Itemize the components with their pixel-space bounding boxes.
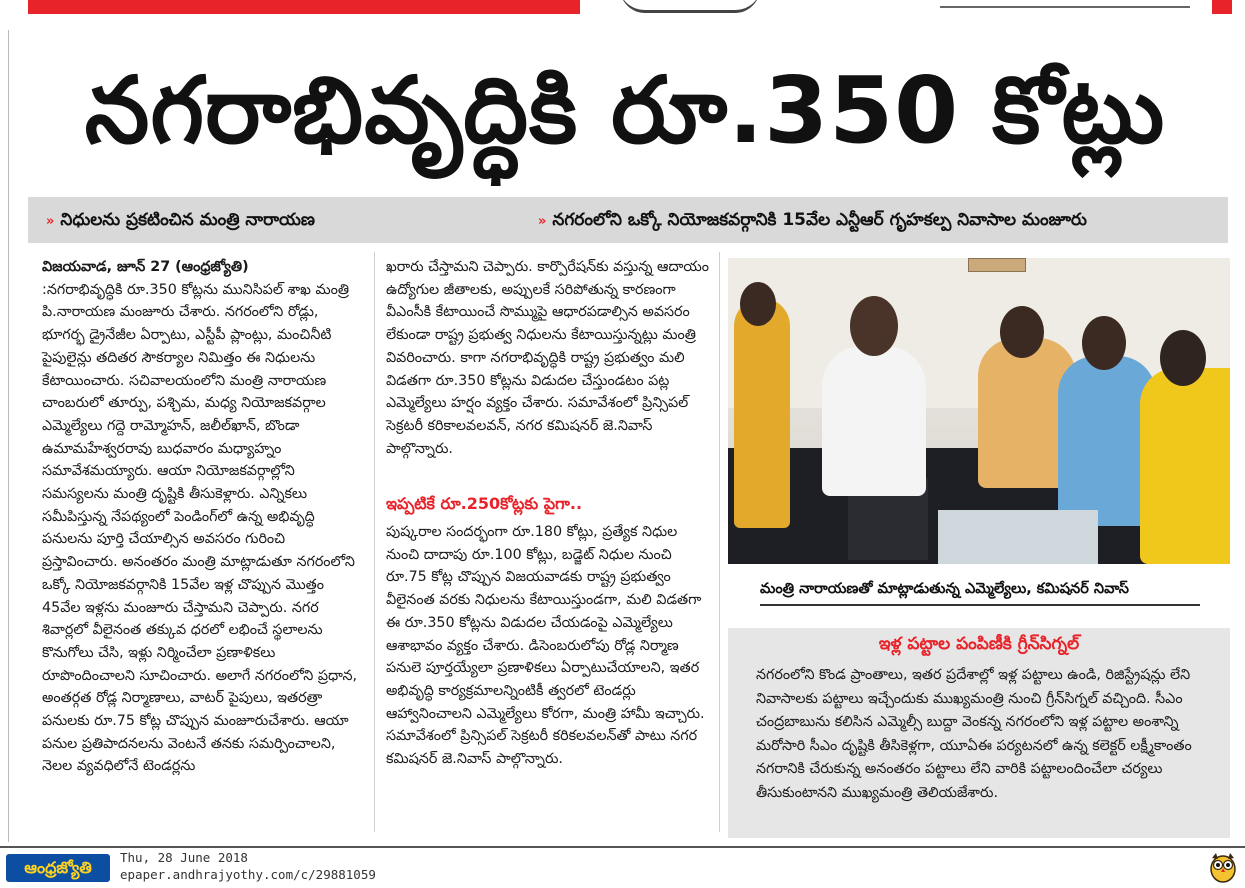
newspaper-logo[interactable]: ఆంధ్రజ్యోతి — [6, 854, 110, 882]
double-chevron-right-icon: » — [538, 214, 547, 229]
photo-person-head — [740, 282, 776, 326]
photo-person-head — [1000, 306, 1044, 358]
edition-date: Thu, 28 June 2018 — [120, 850, 248, 865]
masthead-strip — [0, 0, 1245, 18]
section-heading: ఇప్పటికే రూ.250కోట్లకు పైగా.. — [386, 494, 583, 513]
article-column-1 — [42, 256, 362, 778]
epaper-url[interactable]: epaper.andhrajyothy.com/c/29881059 — [120, 867, 376, 882]
subheading-right-text: నగరంలోని ఒక్కో నియోజకవర్గానికి 15వేల ఎన్టీఆర్ గృహకల్ప నివాసాల మంజూరు — [552, 210, 1087, 230]
column-2b-text: పుష్కరాల సందర్భంగా రూ.180 కోట్లు, ప్రత్యేక నిధుల నుంచి దాదాపు రూ.100 కోట్లు, బడ్జెట్ నిధుల నుంచి రూ.75 కోట్ల చొప్పున విజయవాడకు రాష్ట్ర ప్రభుత్వం వీలైనంత వరకు నిధులను కేటాయిస్తుండగా, మలి విడతగా ఈ రూ.350 కోట్లను విడుదల చేయడంపై ఎమ్మెల్యేలు ఆశాభావం వ్యక్తం చేశారు. డిసెంబరులోపు రోడ్ల నిర్మాణ పనులె పూర్తయ్యేలా ప్రణాళికలు ఏర్పాటుచేయాలని, ఇతర అభివృద్ధి కార్యక్రమాలన్నింటికీ త్వరలో టెండర్లు ఆహ్వానించాలని ఎమ్మెల్యేలు కోరగా, మంత్రి హామీ ఇచ్చారు. సమావేశంలో ప్రిన్సిపల్ సెక్రటరీ కరికలవలన్‌తో పాటు నగర కమిషనర్ జె.నివాస్ పాల్గొన్నారు. — [386, 524, 705, 768]
photo-caption: మంత్రి నారాయణతో మాట్లాడుతున్న ఎమ్మెల్యేలు, కమిషనర్ నివాస్ — [760, 574, 1200, 606]
column-1-text: :నగరాభివృద్ధికి రూ.350 కోట్లను మునిసిపల్ శాఖ మంత్రి పి.నారాయణ మంజూరు చేశారు. నగరంలోని రోడ్లు, భూగర్భ డ్రైనేజీల ఏర్పాటు, ఎస్టీపీ ప్లాంట్లు, మంచినీటి పైపులైన్లు తదితర సౌకర్యాల నిమిత్తం ఈ నిధులను కేటాయించారు. సచివాలయంలోని మంత్రి నారాయణ చాంబరులో తూర్పు, పశ్చిమ, మధ్య నియోజకవర్గాల ఎమ్మెల్యేలు గద్దె రామ్మోహన్, జలీల్‌ఖాన్, బొండా ఉమామహేశ్వరరావు బుధవారం మధ్యాహ్నం సమావేశమయ్యారు. ఆయా నియోజకవర్గాల్లోని సమస్యలను మంత్రి దృష్టికి తీసుకెళ్లారు. ఎన్నికలు సమీపిస్తున్న నేపథ్యంలో పెండింగ్‌లో ఉన్న అభివృద్ధి పనులను పూర్తి చేయాల్సిన అవసరం గురించి ప్రస్తావించారు. అనంతరం మంత్రి మాట్లాడుతూ నగరంలోని ఒక్కో నియోజకవర్గానికి 15వేల ఇళ్ల చొప్పున మొత్తం 45వేల ఇళ్లను మంజూరు చేస్తామని చెప్పారు. నగర శివార్లలో వీలైనంత తక్కువ ధరలో లభించే స్థలాలను కొనుగోలు చేసి, ఇళ్లు నిర్మించేలా ప్రణాళికలు రూపొందించాలని సూచించారు. అలాగే నగరంలోని ప్రధాన, అంతర్గత రోడ్ల నిర్మాణాలు, వాటర్ పైపులు, ఇతరత్రా పనులకు రూ.75 కోట్ల చొప్పున మంజూరుచేశారు. ఆయా పనుల ప్రతిపాదనలను వెంటనే తనకు సమర్పించాలని, నెలల వ్యవధిలోనే టెండర్లను — [42, 281, 358, 775]
photo-person-head — [1160, 330, 1206, 386]
photo-person — [822, 346, 926, 496]
subheading-band — [28, 197, 1228, 243]
article-column-2-continued — [386, 521, 712, 771]
column-divider — [719, 252, 720, 832]
owl-icon — [1208, 850, 1238, 884]
column-2-text: ఖరారు చేస్తామని చెప్పారు. కార్పొరేషన్‌కు వస్తున్న ఆదాయం ఉద్యోగుల జీతాలకు, అప్పులకే సరిపోతున్న కారణంగా వీఎంసీకి కేటాయించే సొమ్ముపై ఆధారపడాల్సిన అవసరం లేకుండా రాష్ట్ర ప్రభుత్వ నిధులను కేటాయిస్తున్నట్లు మంత్రి వివరించారు. కాగా నగరాభివృద్ధికి రాష్ట్ర ప్రభుత్వం మలి విడతగా రూ.350 కోట్లను విడుదల చేస్తుండటం పట్ల ఎమ్మెల్యేలు హర్షం వ్యక్తం చేశారు. సమావేశంలో ప్రిన్సిపల్ సెక్రటరీ కరికాలవలవన్, నగర కమిషనర్ జె.నివాస్ పాల్గొన్నారు. — [386, 259, 709, 457]
footer-divider — [0, 846, 1245, 848]
photo-wall-frame — [968, 258, 1026, 272]
news-photo — [728, 258, 1230, 564]
double-chevron-right-icon: » — [46, 214, 55, 229]
masthead-red-tab — [1212, 0, 1232, 14]
sidebar-box-text: నగరంలోని కొండ ప్రాంతాలు, ఇతర ప్రదేశాల్లో ఇళ్ల పట్టాలు ఉండి, రిజిస్ట్రేషన్లు లేని నివాసాలకు పట్టాలు ఇచ్చేందుకు ముఖ్యమంత్రి నుంచి గ్రీన్‌సిగ్నల్ వచ్చింది. సీఎం చంద్రబాబును కలిసిన ఎమ్మెల్సీ బుద్దా వెంకన్న నగరంలోని ఇళ్ల పట్టాల అంశాన్ని మరోసారి సీఎం దృష్టికి తీసికెళ్లగా, యూఏఈ పర్యటనలో ఉన్న కలెక్టర్ లక్ష్మీకాంతం నగరానికి చేరుకున్న అనంతరం పట్టాలు లేని వారికి పట్టాలందించేలా చర్యలు తీసుకుంటానని ముఖ్యమంత్రి తెలియజేశారు. — [756, 667, 1192, 801]
dateline: విజయవాడ, జూన్ 27 (ఆంధ్రజ్యోతి) — [42, 259, 249, 275]
masthead-url-fragment — [940, 0, 1190, 8]
article-headline: నగరాభివృద్ధికి రూ.350 కోట్లు — [84, 57, 1166, 164]
subheading-left-text: నిధులను ప్రకటించిన మంత్రి నారాయణ — [60, 210, 315, 230]
article-column-2 — [386, 256, 712, 460]
photo-person — [734, 298, 790, 528]
photo-person-head — [850, 296, 898, 356]
sidebar-box — [728, 628, 1230, 838]
subheading-right — [538, 197, 1218, 243]
photo-person — [1140, 368, 1230, 564]
subheading-left — [46, 197, 466, 243]
masthead-red-band — [28, 0, 580, 14]
masthead-logo-fragment — [620, 0, 760, 13]
page-edge-rule — [8, 30, 9, 842]
column-divider — [374, 252, 375, 832]
sidebar-box-title: ఇళ్ల పట్టాల పంపిణీకి గ్రీన్‌సిగ్నల్ — [878, 634, 1080, 654]
photo-person-head — [1082, 316, 1126, 370]
photo-table — [938, 510, 1098, 564]
